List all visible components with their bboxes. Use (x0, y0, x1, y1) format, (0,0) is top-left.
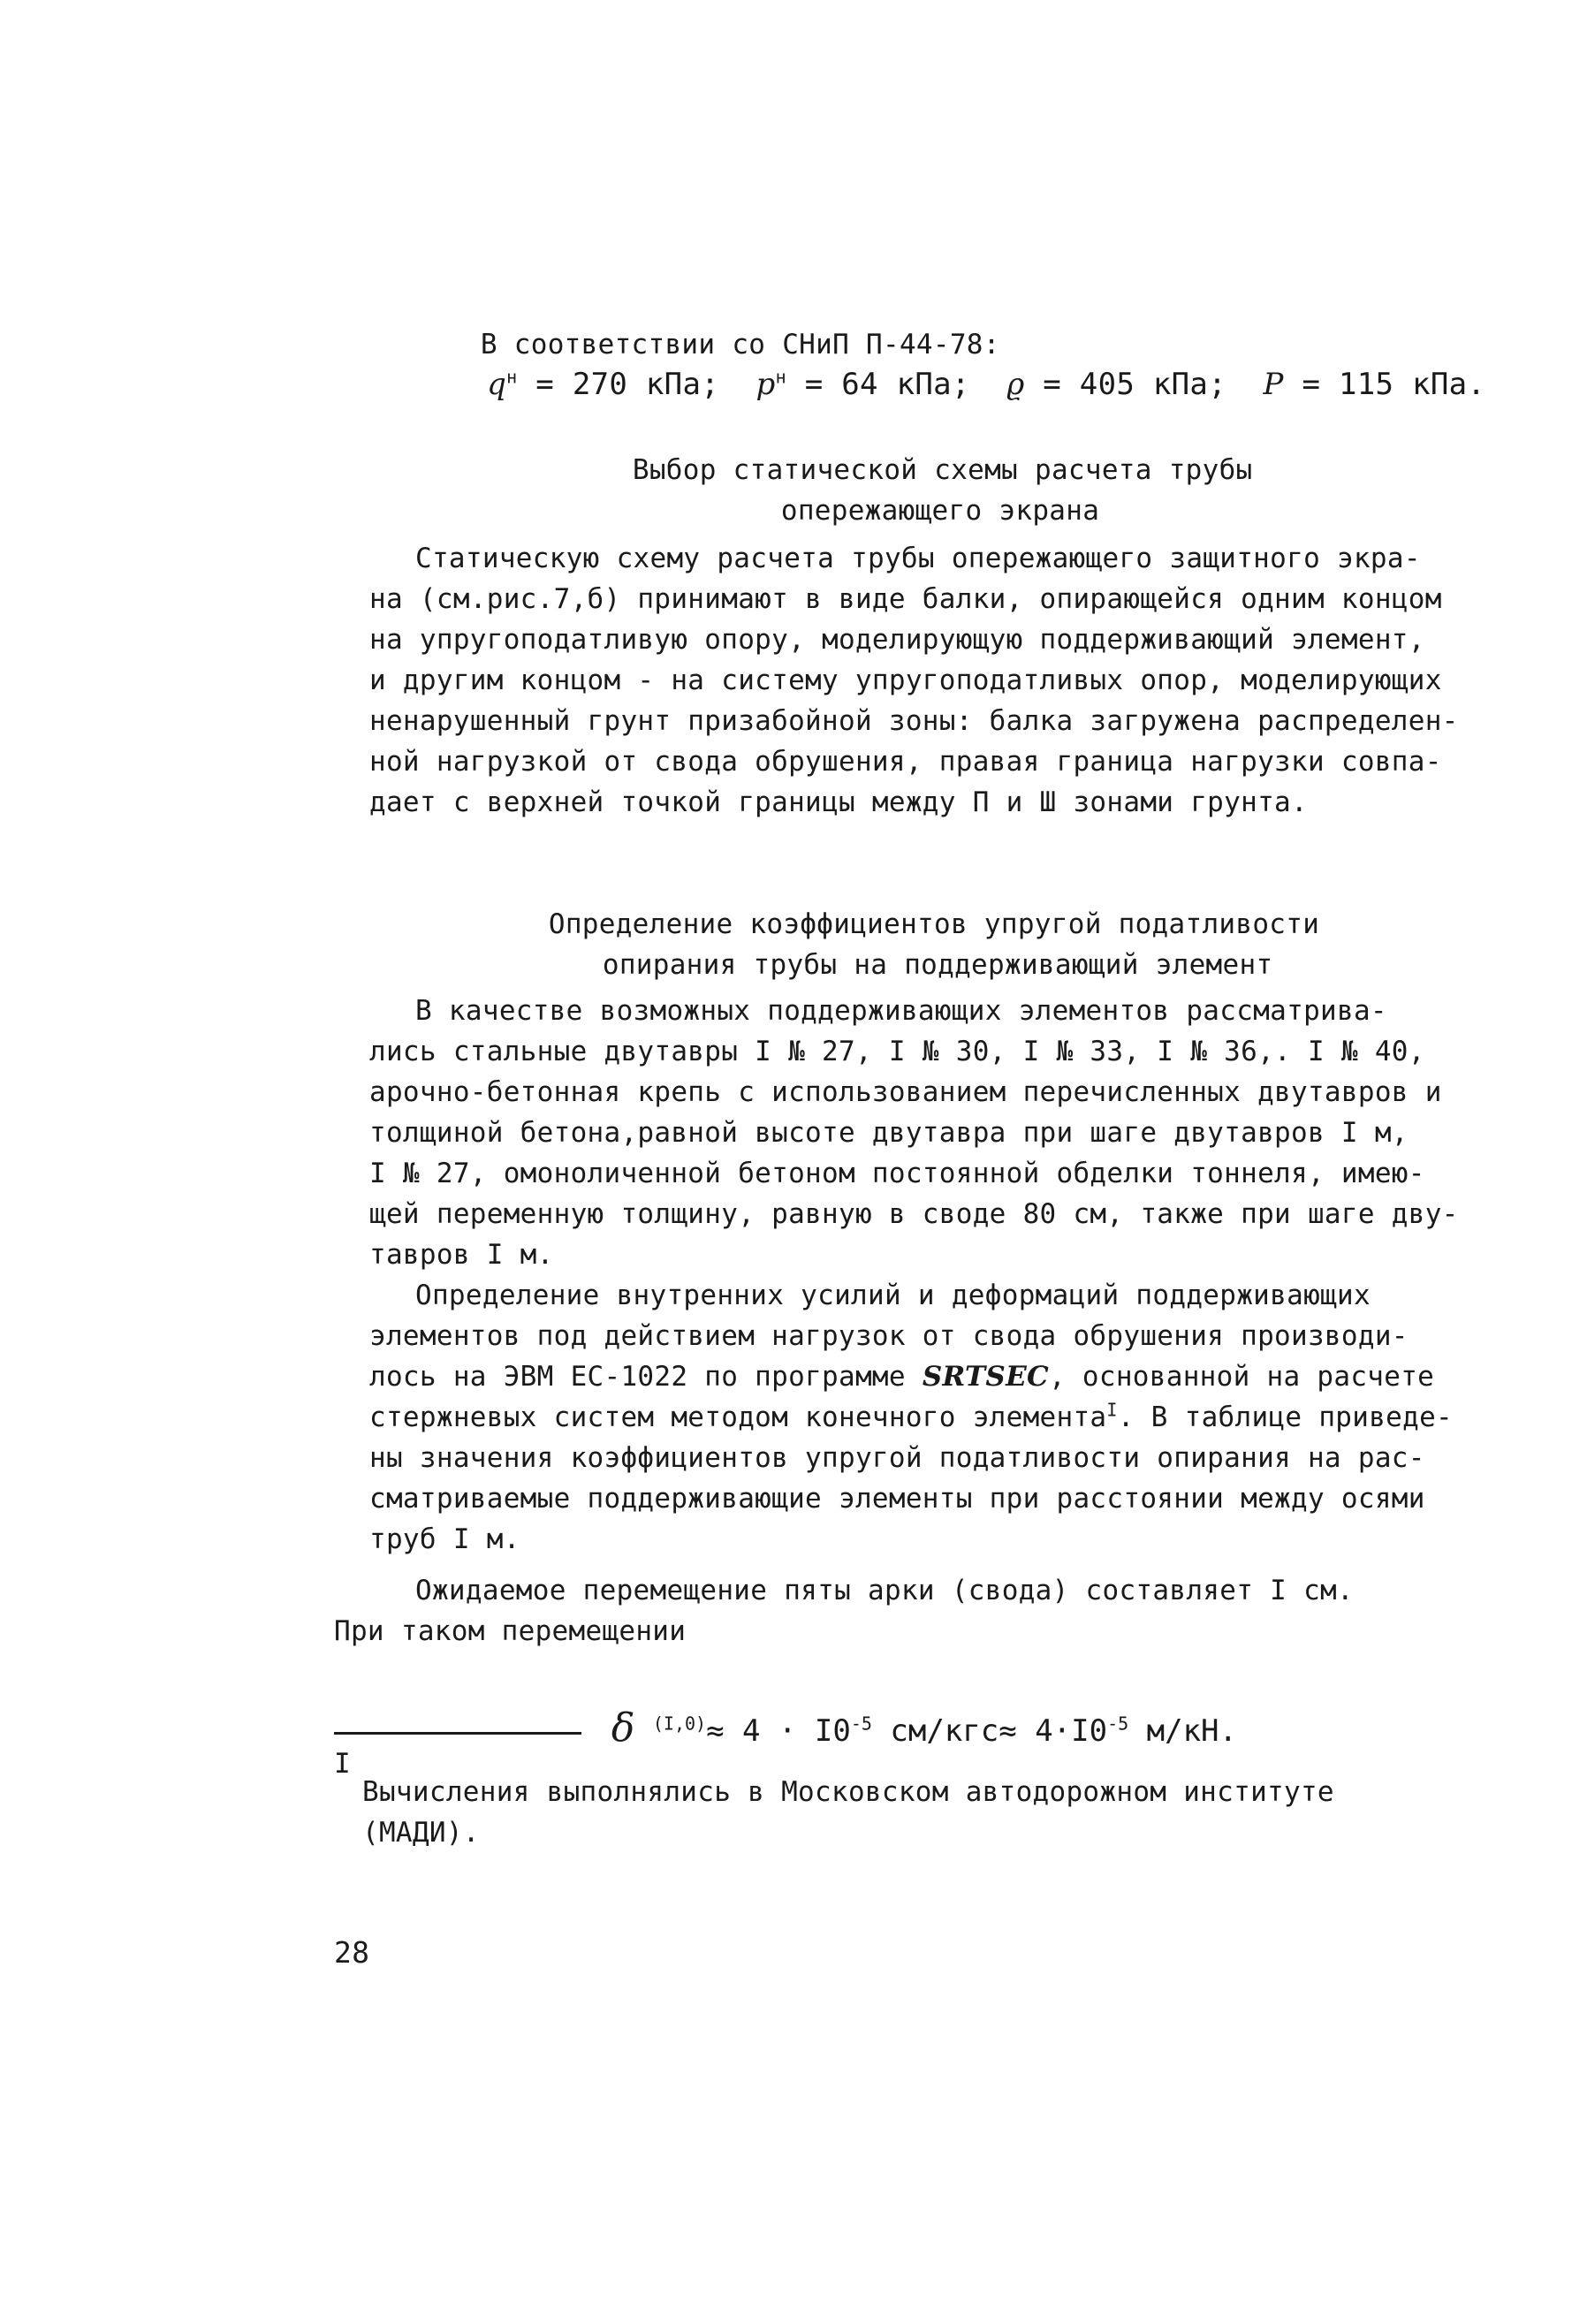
para-3-text: элементов под действием нагрузок от свода обрушения производи- (369, 1320, 1409, 1352)
para-1-text: на (см.рис.7,б) принимают в виде балки, опирающейся одним концом (369, 583, 1442, 615)
para-3-text: стержневых систем методом конечного элемента (369, 1401, 1107, 1433)
para-1-line (369, 581, 1442, 617)
footnote-divider (334, 1732, 581, 1735)
para-3-text: сматриваемые поддерживающие элементы при расстоянии между осями (369, 1483, 1425, 1515)
rho-symbol: ϱ (1006, 367, 1025, 402)
formula-part-1: ≈ 4 · I0 (706, 1713, 851, 1749)
q-symbol: q (487, 367, 507, 402)
heading-2-text: опирания трубы на поддерживающий элемент (602, 949, 1273, 981)
para-3-text: Определение внутренних усилий и деформаций поддерживающих (415, 1280, 1371, 1311)
displacement-formula (539, 1670, 1237, 1789)
para-1-line (415, 541, 1421, 576)
para-3-line (369, 1318, 1409, 1354)
heading-2-text: Определение коэффициентов упругой податливости (548, 908, 1320, 940)
para-2-line (369, 1075, 1442, 1110)
para-1-text: дает с верхней точкой границы между П и Ш зонами грунта. (369, 786, 1308, 818)
exponent-2: -5 (1107, 1713, 1129, 1735)
para-2-text: арочно-бетонная крепь с использованием перечисленных двутавров и (369, 1076, 1442, 1108)
para-2-text: щей переменную толщину, равную в своде 80 см, также при шаге дву- (369, 1198, 1459, 1230)
heading-1-text: опережающего экрана (780, 495, 1100, 527)
footnote-text: Вычисления выполнялись в Московском автодорожном институте (362, 1776, 1334, 1808)
page-number (334, 1935, 369, 1971)
para-2-line (415, 993, 1387, 1029)
rho-value: = 405 кПа; (1024, 367, 1226, 402)
footnote-line (362, 1774, 1334, 1810)
para-1-line (369, 785, 1308, 820)
unit-1: см/кгс (871, 1713, 999, 1749)
P-symbol: P (1263, 367, 1284, 402)
para-4-line (334, 1614, 686, 1649)
para-1-text: ненарушенный грунт призабойной зоны: балка загружена распределен- (369, 705, 1459, 737)
program-name: SRTSEC (922, 1361, 1049, 1393)
footnote-text: (МАДИ). (362, 1817, 480, 1849)
para-3-text: труб I м. (369, 1523, 520, 1555)
para-2-text: лись стальные двутавры I № 27, I № 30, I № 33, I № 36,. I № 40, (369, 1036, 1425, 1067)
formula-part-2: ≈ 4·I0 (999, 1713, 1108, 1749)
footnote-mark (334, 1746, 351, 1781)
para-1-text: на упругоподатливую опору, моделирующую поддерживающий элемент, (369, 624, 1425, 656)
para-1-text: Статическую схему расчета трубы опережающего защитного экра- (415, 543, 1421, 574)
para-2-line (369, 1237, 554, 1272)
para-2-line (369, 1115, 1409, 1151)
para-3-line (415, 1278, 1371, 1313)
para-2-text: толщиной бетона,равной высоте двутавра при шаге двутавров I м, (369, 1117, 1409, 1149)
para-2-line (369, 1196, 1459, 1232)
delta-argument: (I,0) (652, 1713, 707, 1735)
delta-symbol: δ (611, 1705, 635, 1751)
para-3-line (369, 1440, 1425, 1476)
para-2-text: В качестве возможных поддерживающих элементов рассматрива- (415, 995, 1387, 1027)
para-2-line (369, 1034, 1425, 1069)
para-3-text: ны значения коэффициентов упругой податливости опирания на рас- (369, 1442, 1425, 1474)
para-2-text: тавров I м. (369, 1239, 554, 1271)
footnote-reference: I (1106, 1399, 1118, 1421)
page-number-text: 28 (334, 1935, 370, 1970)
q-value: = 270 кПа; (517, 367, 719, 402)
p-superscript: н (775, 366, 786, 388)
para-1-line (369, 744, 1442, 779)
para-1-text: ной нагрузкой от свода обрушения, правая граница нагрузки совпа- (369, 746, 1442, 778)
para-3-text: , основанной на расчете (1048, 1361, 1435, 1393)
p-symbol: p (756, 367, 776, 402)
para-1-line (369, 663, 1442, 698)
para-1-line (369, 622, 1425, 657)
P-value: = 115 кПа. (1283, 367, 1486, 402)
p-value: = 64 кПа; (786, 367, 970, 402)
para-4-text: Ожидаемое перемещение пяты арки (свода) составляет I см. (415, 1575, 1354, 1606)
exponent-1: -5 (850, 1713, 872, 1735)
para-3-line (369, 1400, 1453, 1435)
para-1-line (369, 703, 1459, 739)
para-2-line (369, 1156, 1425, 1191)
para-2-text: I № 27, омоноличенной бетоном постоянной обделки тоннеля, имею- (369, 1158, 1425, 1189)
unit-2: м/кН. (1128, 1713, 1237, 1749)
para-4-line (415, 1573, 1354, 1608)
q-superscript: н (506, 366, 518, 388)
heading-1-text: Выбор статической схемы расчета трубы (632, 454, 1253, 486)
footnote-line (362, 1815, 480, 1850)
para-3-line (369, 1359, 1434, 1394)
footnote-mark-text: I (334, 1748, 351, 1780)
para-3-line (369, 1522, 520, 1557)
para-3-text: лось на ЭВМ ЕС-1022 по программе (369, 1361, 923, 1393)
intro-text: В соответствии со СНиП П-44-78: (480, 329, 1000, 361)
para-3-text: . В таблице приведе- (1117, 1401, 1454, 1433)
para-4-text: При таком перемещении (334, 1615, 687, 1647)
para-3-line (369, 1481, 1425, 1516)
para-1-text: и другим концом - на систему упругоподатливых опор, моделирующих (369, 665, 1442, 696)
